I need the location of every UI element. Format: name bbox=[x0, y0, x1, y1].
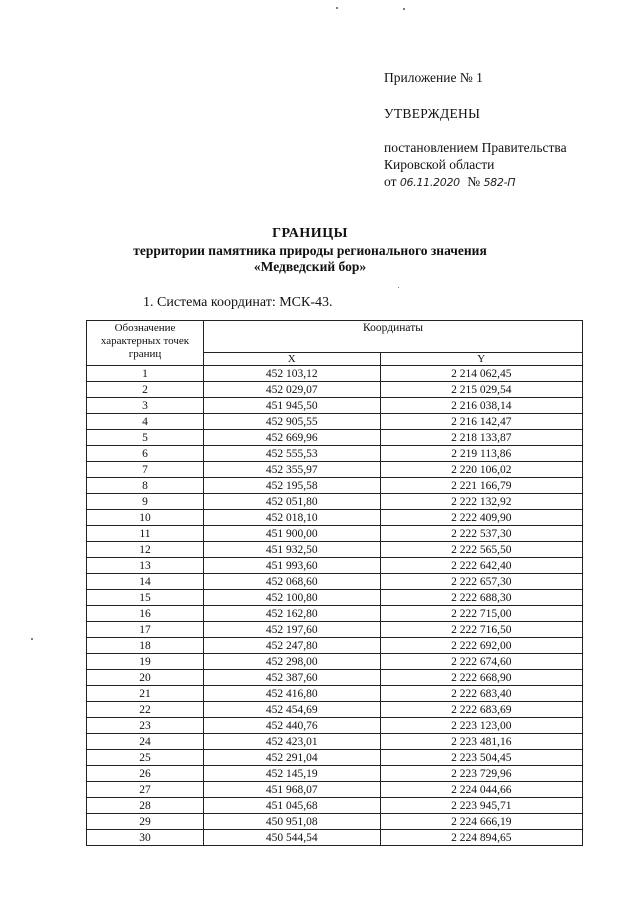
coordinate-x: 451 900,00 bbox=[204, 526, 381, 542]
coordinate-y: 2 222 674,60 bbox=[380, 654, 582, 670]
scan-speck bbox=[336, 7, 338, 9]
table-row bbox=[87, 638, 583, 654]
table-row bbox=[87, 542, 583, 558]
point-number: 27 bbox=[87, 782, 204, 798]
coordinate-x: 452 454,69 bbox=[204, 702, 381, 718]
coordinate-x: 452 291,04 bbox=[204, 750, 381, 766]
point-number: 24 bbox=[87, 734, 204, 750]
point-number: 23 bbox=[87, 718, 204, 734]
point-number: 14 bbox=[87, 574, 204, 590]
coordinate-y: 2 216 142,47 bbox=[380, 414, 582, 430]
table-row bbox=[87, 510, 583, 526]
coordinate-x: 452 018,10 bbox=[204, 510, 381, 526]
scan-speck bbox=[31, 638, 33, 640]
coordinate-y: 2 222 565,50 bbox=[380, 542, 582, 558]
header-coordinates: Координаты bbox=[204, 321, 583, 353]
table-row bbox=[87, 430, 583, 446]
coordinate-x: 452 197,60 bbox=[204, 622, 381, 638]
coordinate-x: 452 423,01 bbox=[204, 734, 381, 750]
point-number: 28 bbox=[87, 798, 204, 814]
coordinate-x: 452 387,60 bbox=[204, 670, 381, 686]
table-row bbox=[87, 494, 583, 510]
coordinate-x: 452 145,19 bbox=[204, 766, 381, 782]
table-row bbox=[87, 686, 583, 702]
coordinate-x: 451 932,50 bbox=[204, 542, 381, 558]
table-row bbox=[87, 590, 583, 606]
coordinate-y: 2 222 409,90 bbox=[380, 510, 582, 526]
point-number: 2 bbox=[87, 382, 204, 398]
table-row bbox=[87, 398, 583, 414]
coordinate-y: 2 224 666,19 bbox=[380, 814, 582, 830]
table-row bbox=[87, 606, 583, 622]
coordinate-x: 452 162,80 bbox=[204, 606, 381, 622]
table-row bbox=[87, 526, 583, 542]
coordinate-x: 451 993,60 bbox=[204, 558, 381, 574]
coordinate-y: 2 222 537,30 bbox=[380, 526, 582, 542]
decree-number-label: № bbox=[467, 174, 481, 189]
coordinate-x: 452 068,60 bbox=[204, 574, 381, 590]
coordinate-x: 452 905,55 bbox=[204, 414, 381, 430]
table-row bbox=[87, 830, 583, 846]
decree-reference bbox=[384, 139, 567, 191]
point-number: 26 bbox=[87, 766, 204, 782]
point-number: 6 bbox=[87, 446, 204, 462]
point-number: 12 bbox=[87, 542, 204, 558]
point-number: 4 bbox=[87, 414, 204, 430]
coordinate-x: 452 195,58 bbox=[204, 478, 381, 494]
point-number: 16 bbox=[87, 606, 204, 622]
decree-number: 582-П bbox=[483, 176, 516, 189]
table-row bbox=[87, 622, 583, 638]
coordinate-x: 452 247,80 bbox=[204, 638, 381, 654]
annex-label: Приложение № 1 bbox=[384, 70, 483, 85]
coordinate-y: 2 222 688,30 bbox=[380, 590, 582, 606]
point-number: 10 bbox=[87, 510, 204, 526]
point-number: 22 bbox=[87, 702, 204, 718]
coordinate-y: 2 222 716,50 bbox=[380, 622, 582, 638]
coordinate-x: 452 100,80 bbox=[204, 590, 381, 606]
point-number: 15 bbox=[87, 590, 204, 606]
coordinate-x: 452 298,00 bbox=[204, 654, 381, 670]
coordinate-y: 2 222 683,69 bbox=[380, 702, 582, 718]
table-row bbox=[87, 734, 583, 750]
table-row bbox=[87, 654, 583, 670]
point-number: 1 bbox=[87, 366, 204, 382]
coordinate-y: 2 223 504,45 bbox=[380, 750, 582, 766]
table-body bbox=[87, 366, 583, 846]
coordinate-y: 2 222 642,40 bbox=[380, 558, 582, 574]
table-row bbox=[87, 462, 583, 478]
table-row bbox=[87, 558, 583, 574]
table-row bbox=[87, 366, 583, 382]
decree-from: от bbox=[384, 174, 397, 189]
point-number: 21 bbox=[87, 686, 204, 702]
coordinate-y: 2 214 062,45 bbox=[380, 366, 582, 382]
table-row bbox=[87, 702, 583, 718]
header-x: X bbox=[204, 353, 381, 366]
table-row bbox=[87, 782, 583, 798]
table-row bbox=[87, 798, 583, 814]
point-number: 7 bbox=[87, 462, 204, 478]
point-number: 30 bbox=[87, 830, 204, 846]
coordinate-x: 451 968,07 bbox=[204, 782, 381, 798]
table-row bbox=[87, 750, 583, 766]
point-number: 3 bbox=[87, 398, 204, 414]
coordinate-y: 2 219 113,86 bbox=[380, 446, 582, 462]
point-number: 5 bbox=[87, 430, 204, 446]
point-number: 9 bbox=[87, 494, 204, 510]
coordinate-system: 1. Система координат: МСК-43. bbox=[143, 295, 333, 310]
coordinate-y: 2 223 123,00 bbox=[380, 718, 582, 734]
coordinate-y: 2 216 038,14 bbox=[380, 398, 582, 414]
coordinate-y: 2 224 894,65 bbox=[380, 830, 582, 846]
coordinate-x: 452 669,96 bbox=[204, 430, 381, 446]
table-row bbox=[87, 766, 583, 782]
decree-line-3 bbox=[384, 173, 567, 191]
header-y: Y bbox=[380, 353, 582, 366]
coordinate-y: 2 222 715,00 bbox=[380, 606, 582, 622]
document-title bbox=[100, 226, 520, 275]
coordinate-x: 452 416,80 bbox=[204, 686, 381, 702]
decree-date: 06.11.2020 bbox=[399, 176, 460, 189]
table-row bbox=[87, 446, 583, 462]
coordinate-y: 2 220 106,02 bbox=[380, 462, 582, 478]
coordinate-y: 2 224 044,66 bbox=[380, 782, 582, 798]
point-number: 11 bbox=[87, 526, 204, 542]
coordinate-x: 452 051,80 bbox=[204, 494, 381, 510]
point-number: 25 bbox=[87, 750, 204, 766]
coordinate-y: 2 221 166,79 bbox=[380, 478, 582, 494]
coordinate-x: 451 945,50 bbox=[204, 398, 381, 414]
coordinate-y: 2 218 133,87 bbox=[380, 430, 582, 446]
point-number: 20 bbox=[87, 670, 204, 686]
coordinate-x: 452 555,53 bbox=[204, 446, 381, 462]
table-row bbox=[87, 574, 583, 590]
table-row bbox=[87, 814, 583, 830]
scan-speck bbox=[403, 8, 405, 10]
decree-line-2: Кировской области bbox=[384, 157, 495, 172]
point-number: 29 bbox=[87, 814, 204, 830]
coordinate-x: 452 029,07 bbox=[204, 382, 381, 398]
coordinate-y: 2 222 668,90 bbox=[380, 670, 582, 686]
header-points: Обозначение характерных точек границ bbox=[87, 321, 204, 366]
coordinate-y: 2 223 481,16 bbox=[380, 734, 582, 750]
table-row bbox=[87, 478, 583, 494]
title-line-1: ГРАНИЦЫ bbox=[272, 226, 348, 241]
coordinate-x: 450 544,54 bbox=[204, 830, 381, 846]
coordinate-x: 452 355,97 bbox=[204, 462, 381, 478]
decree-line-1: постановлением Правительства bbox=[384, 140, 567, 155]
coordinate-y: 2 222 132,92 bbox=[380, 494, 582, 510]
point-number: 19 bbox=[87, 654, 204, 670]
point-number: 17 bbox=[87, 622, 204, 638]
coordinate-x: 452 440,76 bbox=[204, 718, 381, 734]
coordinate-y: 2 215 029,54 bbox=[380, 382, 582, 398]
coordinate-y: 2 222 657,30 bbox=[380, 574, 582, 590]
coordinate-y: 2 222 692,00 bbox=[380, 638, 582, 654]
approved-label: УТВЕРЖДЕНЫ bbox=[384, 106, 481, 121]
table-row bbox=[87, 414, 583, 430]
title-line-3: «Медведский бор» bbox=[253, 259, 367, 274]
table-row bbox=[87, 718, 583, 734]
title-line-2: территории памятника природы регионального значения bbox=[133, 243, 487, 258]
coordinate-y: 2 223 729,96 bbox=[380, 766, 582, 782]
point-number: 8 bbox=[87, 478, 204, 494]
coordinate-y: 2 223 945,71 bbox=[380, 798, 582, 814]
scan-speck bbox=[398, 287, 399, 288]
point-number: 13 bbox=[87, 558, 204, 574]
point-number: 18 bbox=[87, 638, 204, 654]
table-row bbox=[87, 382, 583, 398]
coordinates-table bbox=[86, 320, 583, 846]
coordinate-x: 451 045,68 bbox=[204, 798, 381, 814]
coordinate-x: 450 951,08 bbox=[204, 814, 381, 830]
coordinate-y: 2 222 683,40 bbox=[380, 686, 582, 702]
table-row bbox=[87, 670, 583, 686]
coordinate-x: 452 103,12 bbox=[204, 366, 381, 382]
